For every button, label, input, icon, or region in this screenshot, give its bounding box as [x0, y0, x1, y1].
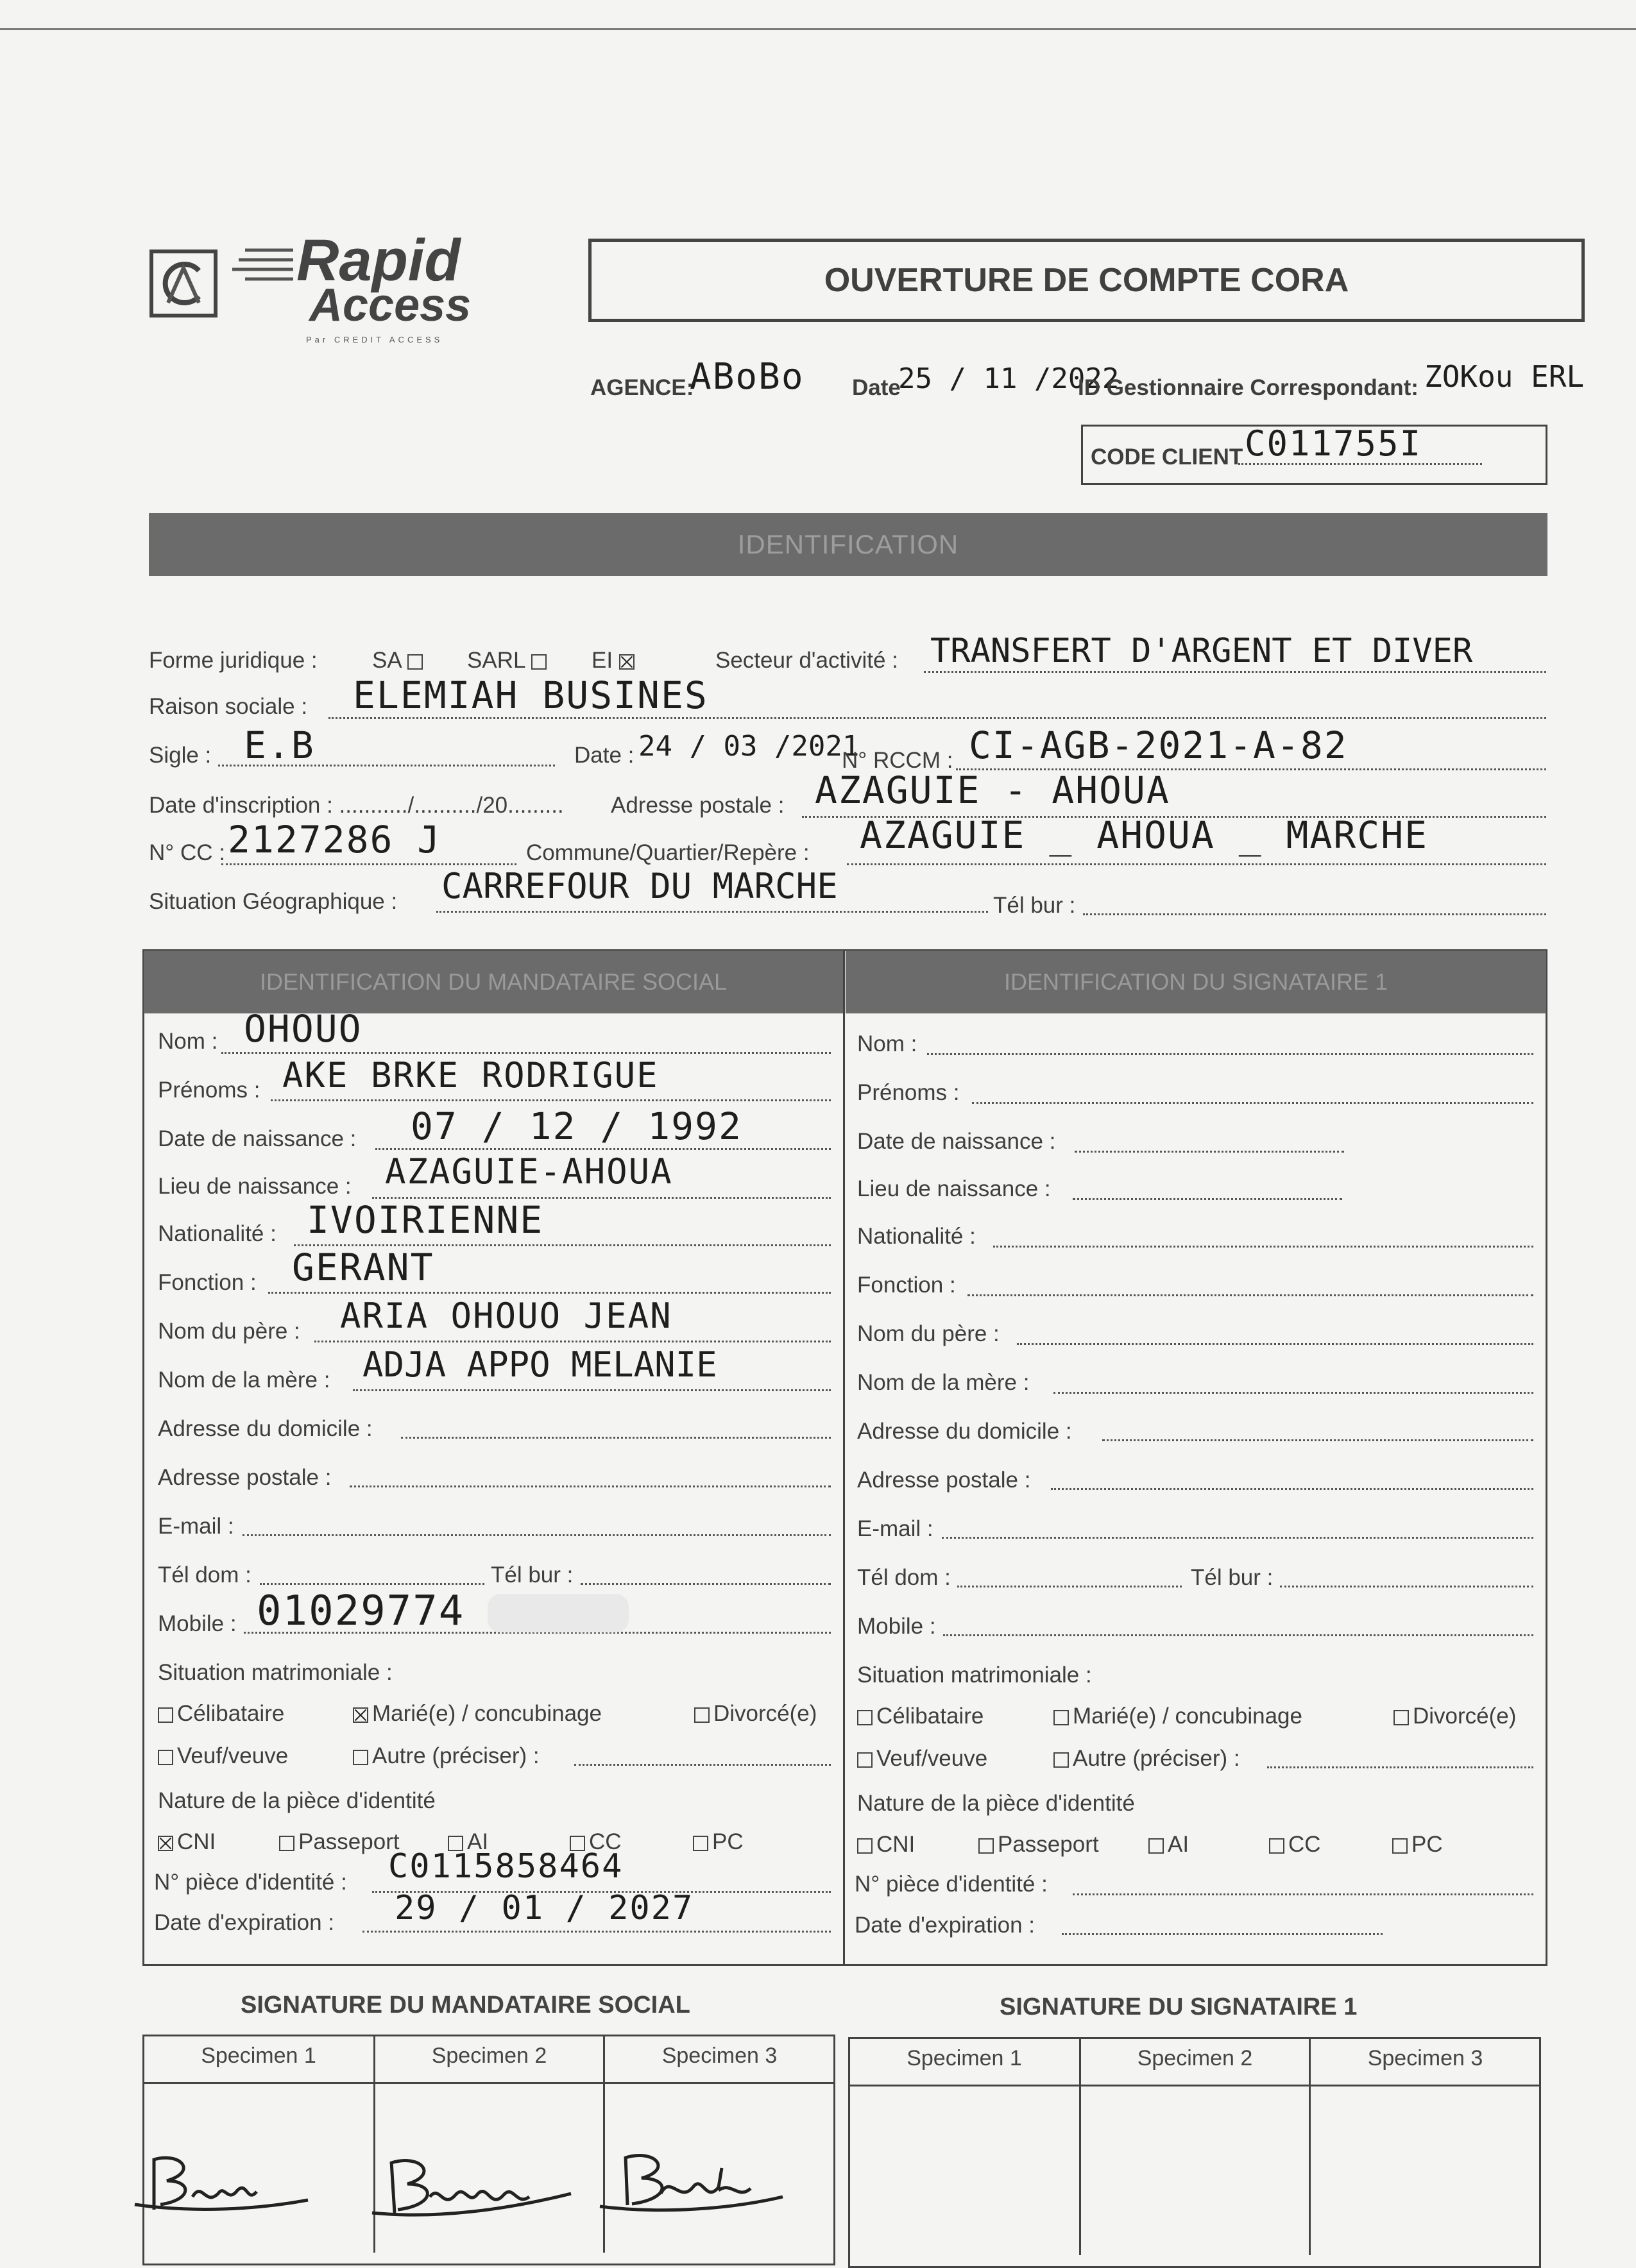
s-telbur-label: Tél bur : — [1191, 1565, 1274, 1590]
logo-tagline: Par CREDIT ACCESS — [306, 335, 443, 344]
s-fonction-label: Fonction : — [857, 1273, 956, 1298]
m-autre[interactable] — [353, 1743, 540, 1769]
m-pere-dots — [314, 1341, 831, 1342]
raison-sociale-value[interactable]: ELEMIAH BUSINES — [353, 673, 708, 717]
sarl-label: SARL — [467, 648, 525, 673]
s-nom-label: Nom : — [857, 1031, 917, 1056]
m-veuf-checkbox[interactable] — [158, 1750, 173, 1765]
checkbox-sarl[interactable] — [467, 648, 550, 673]
raison-dots — [328, 717, 1546, 719]
m-marie[interactable] — [353, 1701, 602, 1727]
m-nature-label: Nature de la pièce d'identité — [158, 1788, 436, 1813]
s-specimen-1-label: Specimen 1 — [907, 2046, 1022, 2070]
signature-specimen-1[interactable] — [115, 2145, 321, 2222]
sa-checkbox[interactable] — [407, 654, 423, 670]
forme-juridique-label: Forme juridique : — [149, 648, 318, 673]
ncc-dots — [221, 863, 516, 865]
m-nom-value[interactable]: OHOUO — [244, 1007, 362, 1051]
signature-mandataire-title: SIGNATURE DU MANDATAIRE SOCIAL — [241, 1992, 690, 2018]
s-divorce-text: Divorcé(e) — [1413, 1704, 1517, 1729]
m-naissance-dots — [375, 1148, 831, 1150]
m-cni[interactable] — [158, 1829, 216, 1855]
s-celibataire[interactable] — [857, 1704, 984, 1729]
m-postale-dots — [350, 1485, 831, 1487]
m-celibataire[interactable] — [158, 1701, 284, 1727]
sig-left-header-line — [142, 2082, 835, 2084]
m-divorce-checkbox[interactable] — [694, 1707, 710, 1723]
date-value[interactable]: 25 / 11 /2022 — [898, 362, 1120, 395]
m-marie-checkbox-checked[interactable] — [353, 1707, 368, 1723]
s-specimen-2-label: Specimen 2 — [1137, 2046, 1253, 2070]
page-edge — [0, 28, 1636, 30]
m-celibataire-checkbox[interactable] — [158, 1707, 173, 1723]
s-ai-text: AI — [1168, 1832, 1189, 1857]
m-fonction-dots — [268, 1292, 831, 1294]
m-prenoms-label: Prénoms : — [158, 1078, 260, 1103]
s-cc[interactable] — [1269, 1832, 1321, 1858]
m-passeport[interactable] — [279, 1829, 400, 1855]
speed-lines-icon — [232, 244, 296, 289]
s-domicile-dots — [1102, 1439, 1533, 1441]
code-client-label: CODE CLIENT — [1091, 444, 1243, 470]
m-specimen-1-label: Specimen 1 — [201, 2044, 316, 2068]
secteur-value[interactable]: TRANSFERT D'ARGENT ET DIVER — [930, 632, 1473, 670]
adresse-postale-value[interactable]: AZAGUIE - AHOUA — [815, 768, 1170, 812]
m-naissance-label: Date de naissance : — [158, 1126, 357, 1151]
s-mobile-dots — [943, 1634, 1533, 1636]
s-passeport[interactable] — [978, 1832, 1099, 1858]
adresse-postale-label: Adresse postale : — [611, 793, 785, 818]
signataire-header — [846, 951, 1546, 1013]
secteur-dots — [924, 671, 1546, 673]
m-telbur-label: Tél bur : — [491, 1562, 574, 1587]
m-divorce[interactable] — [694, 1701, 817, 1727]
column-divider — [843, 949, 845, 1966]
s-postale-label: Adresse postale : — [857, 1468, 1031, 1493]
m-email-dots — [243, 1534, 831, 1536]
s-nationalite-dots — [993, 1246, 1533, 1248]
commune-label: Commune/Quartier/Repère : — [526, 840, 810, 865]
commune-value[interactable]: AZAGUIE _ AHOUA _ MARCHE — [860, 813, 1429, 857]
signature-specimen-2[interactable] — [359, 2149, 577, 2226]
signature-specimen-3[interactable] — [590, 2142, 796, 2219]
s-marie[interactable] — [1053, 1704, 1302, 1729]
m-specimen-3-label: Specimen 3 — [661, 2044, 778, 2068]
s-mere-dots — [1053, 1392, 1533, 1394]
s-nationalite-label: Nationalité : — [857, 1224, 976, 1249]
agence-label: AGENCE: — [590, 375, 694, 400]
m-expiration-value[interactable]: 29 / 01 / 2027 — [395, 1889, 694, 1927]
sigle-label: Sigle : — [149, 743, 212, 768]
s-passeport-text: Passeport — [998, 1832, 1099, 1857]
mandataire-header-text: IDENTIFICATION DU MANDATAIRE SOCIAL — [259, 969, 728, 995]
tel-bur-label: Tél bur : — [993, 893, 1076, 918]
m-cni-checkbox-checked[interactable] — [158, 1836, 173, 1851]
s-cni-text: CNI — [876, 1832, 916, 1857]
m-nom-dots — [221, 1052, 831, 1054]
m-fonction-value[interactable]: GERANT — [292, 1246, 434, 1289]
s-veuf[interactable] — [857, 1746, 987, 1772]
s-autre-checkbox[interactable] — [1053, 1752, 1069, 1768]
signature-signataire-title: SIGNATURE DU SIGNATAIRE 1 — [1000, 1993, 1358, 2020]
m-postale-label: Adresse postale : — [158, 1465, 332, 1490]
s-celibataire-text: Célibataire — [876, 1704, 984, 1729]
m-specimen-2-label: Specimen 2 — [431, 2044, 547, 2068]
m-lieu-label: Lieu de naissance : — [158, 1174, 352, 1199]
s-autre-dots — [1267, 1766, 1533, 1768]
s-autre-text: Autre (préciser) : — [1073, 1746, 1240, 1771]
s-mere-label: Nom de la mère : — [857, 1370, 1030, 1395]
m-mere-value[interactable]: ADJA APPO MELANIE — [362, 1344, 717, 1385]
s-nature-label: Nature de la pièce d'identité — [857, 1791, 1135, 1816]
title-box — [588, 239, 1585, 322]
s-pere-label: Nom du père : — [857, 1321, 1000, 1346]
s-veuf-checkbox[interactable] — [857, 1752, 873, 1768]
m-teldom-dots — [260, 1583, 484, 1585]
m-marie-text: Marié(e) / concubinage — [372, 1701, 602, 1726]
s-expiration-dots — [1062, 1933, 1383, 1935]
m-pere-value[interactable]: ARIA OHOUO JEAN — [340, 1296, 672, 1336]
m-domicile-label: Adresse du domicile : — [158, 1416, 373, 1441]
s-domicile-label: Adresse du domicile : — [857, 1419, 1072, 1444]
situation-geo-label: Situation Géographique : — [149, 889, 398, 914]
m-pc[interactable] — [693, 1829, 744, 1855]
m-passeport-checkbox[interactable] — [279, 1836, 294, 1851]
checkbox-ei[interactable] — [592, 648, 638, 673]
s-naissance-label: Date de naissance : — [857, 1129, 1056, 1154]
s-specimen-3-label: Specimen 3 — [1367, 2046, 1483, 2070]
s-passeport-checkbox[interactable] — [978, 1838, 994, 1854]
s-cni[interactable] — [857, 1832, 915, 1858]
situation-dots — [436, 911, 988, 913]
m-mobile-label: Mobile : — [158, 1611, 237, 1636]
m-prenoms-value[interactable]: AKE BRKE RODRIGUE — [282, 1055, 659, 1096]
s-expiration-label: Date d'expiration : — [855, 1913, 1035, 1938]
s-divorce[interactable] — [1393, 1704, 1516, 1729]
m-prenoms-dots — [271, 1099, 831, 1101]
m-nationalite-value[interactable]: IVOIRIENNE — [307, 1198, 544, 1242]
s-nom-dots — [927, 1053, 1533, 1055]
s-veuf-text: Veuf/veuve — [876, 1746, 988, 1771]
s-lieu-label: Lieu de naissance : — [857, 1176, 1051, 1201]
raison-sociale-label: Raison sociale : — [149, 694, 308, 719]
date-label: Date — [852, 375, 901, 400]
s-teldom-label: Tél dom : — [857, 1565, 951, 1590]
logo-brand-bottom: Access — [309, 280, 472, 331]
m-telbur-dots — [581, 1583, 831, 1585]
s-pc-text: PC — [1411, 1832, 1443, 1857]
s-celibataire-checkbox[interactable] — [857, 1710, 873, 1725]
secteur-label: Secteur d'activité : — [715, 648, 898, 673]
m-autre-dots — [574, 1764, 831, 1766]
sigle-value[interactable]: E.B — [244, 724, 315, 767]
s-marie-text: Marié(e) / concubinage — [1073, 1704, 1302, 1729]
commune-dots — [847, 863, 1546, 865]
identification-title: IDENTIFICATION — [737, 529, 959, 559]
s-teldom-dots — [957, 1586, 1182, 1587]
m-nationalite-label: Nationalité : — [158, 1221, 277, 1246]
ncc-value[interactable]: 2127286 J — [228, 818, 441, 861]
code-client-value[interactable]: C011755I — [1245, 423, 1422, 464]
mobile-redaction — [488, 1594, 629, 1632]
s-autre[interactable] — [1053, 1746, 1240, 1772]
s-marie-checkbox[interactable] — [1053, 1710, 1069, 1725]
tel-bur-dots — [1083, 913, 1546, 915]
m-teldom-label: Tél dom : — [158, 1562, 251, 1587]
s-piece-dots — [1073, 1893, 1533, 1895]
sig-right-header-line — [848, 2085, 1541, 2086]
m-situation-label: Situation matrimoniale : — [158, 1660, 393, 1685]
m-nom-label: Nom : — [158, 1029, 218, 1054]
sa-label: SA — [372, 648, 401, 673]
s-cc-text: CC — [1288, 1832, 1321, 1857]
s-mobile-label: Mobile : — [857, 1614, 936, 1639]
identification-bar — [149, 513, 1547, 576]
s-email-label: E-mail : — [857, 1516, 933, 1541]
s-naissance-dots — [1075, 1151, 1344, 1153]
s-prenoms-label: Prénoms : — [857, 1080, 960, 1105]
m-veuf[interactable] — [158, 1743, 288, 1769]
m-veuf-text: Veuf/veuve — [177, 1743, 289, 1768]
s-postale-dots — [1051, 1488, 1533, 1490]
rccm-label: N° RCCM : — [842, 748, 953, 773]
signataire-header-text: IDENTIFICATION DU SIGNATAIRE 1 — [1003, 969, 1388, 995]
mandataire-header — [144, 951, 843, 1013]
s-pc[interactable] — [1392, 1832, 1443, 1858]
s-cni-checkbox[interactable] — [857, 1838, 873, 1854]
m-lieu-value[interactable]: AZAGUIE-AHOUA — [385, 1151, 673, 1192]
s-pc-checkbox[interactable] — [1392, 1838, 1408, 1854]
gestionnaire-value[interactable]: ZOKou ERL — [1424, 359, 1585, 394]
m-expiration-label: Date d'expiration : — [154, 1910, 335, 1935]
s-situation-label: Situation matrimoniale : — [857, 1663, 1092, 1688]
m-autre-text: Autre (préciser) : — [372, 1743, 540, 1768]
rccm-value[interactable]: CI-AGB-2021-A-82 — [969, 724, 1348, 767]
m-passeport-text: Passeport — [298, 1829, 400, 1854]
page-title: OUVERTURE DE COMPTE CORA — [824, 262, 1349, 299]
m-divorce-text: Divorcé(e) — [713, 1701, 817, 1726]
ei-checkbox-checked[interactable] — [619, 654, 635, 670]
ei-label: EI — [592, 648, 613, 673]
gestionnaire-label: ID Gestionnaire Correspondant: — [1078, 375, 1419, 400]
s-pere-dots — [1017, 1343, 1533, 1345]
m-pc-text: PC — [712, 1829, 744, 1854]
signature-signataire-table — [848, 2037, 1541, 2268]
s-ai[interactable] — [1148, 1832, 1189, 1858]
m-fonction-label: Fonction : — [158, 1270, 257, 1295]
rapid-access-logo-icon — [149, 249, 226, 319]
m-autre-checkbox[interactable] — [353, 1750, 368, 1765]
m-expiration-dots — [362, 1931, 831, 1933]
s-divorce-checkbox[interactable] — [1393, 1710, 1409, 1725]
m-naissance-value[interactable]: 07 / 12 / 1992 — [411, 1104, 742, 1148]
sarl-checkbox[interactable] — [531, 654, 547, 670]
m-domicile-dots — [401, 1437, 831, 1439]
s-fonction-dots — [967, 1294, 1533, 1296]
checkbox-sa[interactable] — [372, 648, 427, 673]
m-mere-dots — [353, 1389, 831, 1391]
situation-geo-value[interactable]: CARREFOUR DU MARCHE — [441, 866, 838, 906]
logo-brand-top: Rapid — [296, 228, 461, 293]
m-pc-checkbox[interactable] — [693, 1836, 708, 1851]
agence-value[interactable]: ABoBo — [690, 356, 805, 398]
m-cc-text: CC — [589, 1829, 622, 1854]
m-piece-label: N° pièce d'identité : — [154, 1870, 347, 1895]
s-prenoms-dots — [972, 1102, 1533, 1104]
date-inscription-label: Date d'inscription : .........../........../20......... — [149, 793, 564, 818]
ncc-label: N° CC : — [149, 840, 225, 865]
m-mobile-value[interactable]: 01029774 — [257, 1587, 465, 1635]
s-email-dots — [942, 1537, 1533, 1539]
m-ai-text: AI — [467, 1829, 489, 1854]
m-pere-label: Nom du père : — [158, 1319, 300, 1344]
date-creation-value[interactable]: 24 / 03 /2021 — [638, 730, 860, 763]
m-mere-label: Nom de la mère : — [158, 1367, 330, 1392]
logo — [149, 228, 508, 353]
m-cni-text: CNI — [177, 1829, 216, 1854]
m-celibataire-text: Célibataire — [177, 1701, 285, 1726]
s-cc-checkbox[interactable] — [1269, 1838, 1284, 1854]
m-piece-value[interactable]: C0115858464 — [388, 1847, 624, 1886]
s-piece-label: N° pièce d'identité : — [855, 1872, 1048, 1897]
s-ai-checkbox[interactable] — [1148, 1838, 1164, 1854]
date-creation-label: Date : — [574, 743, 635, 768]
s-lieu-dots — [1073, 1198, 1342, 1200]
s-telbur-dots — [1280, 1586, 1533, 1587]
m-email-label: E-mail : — [158, 1514, 234, 1539]
